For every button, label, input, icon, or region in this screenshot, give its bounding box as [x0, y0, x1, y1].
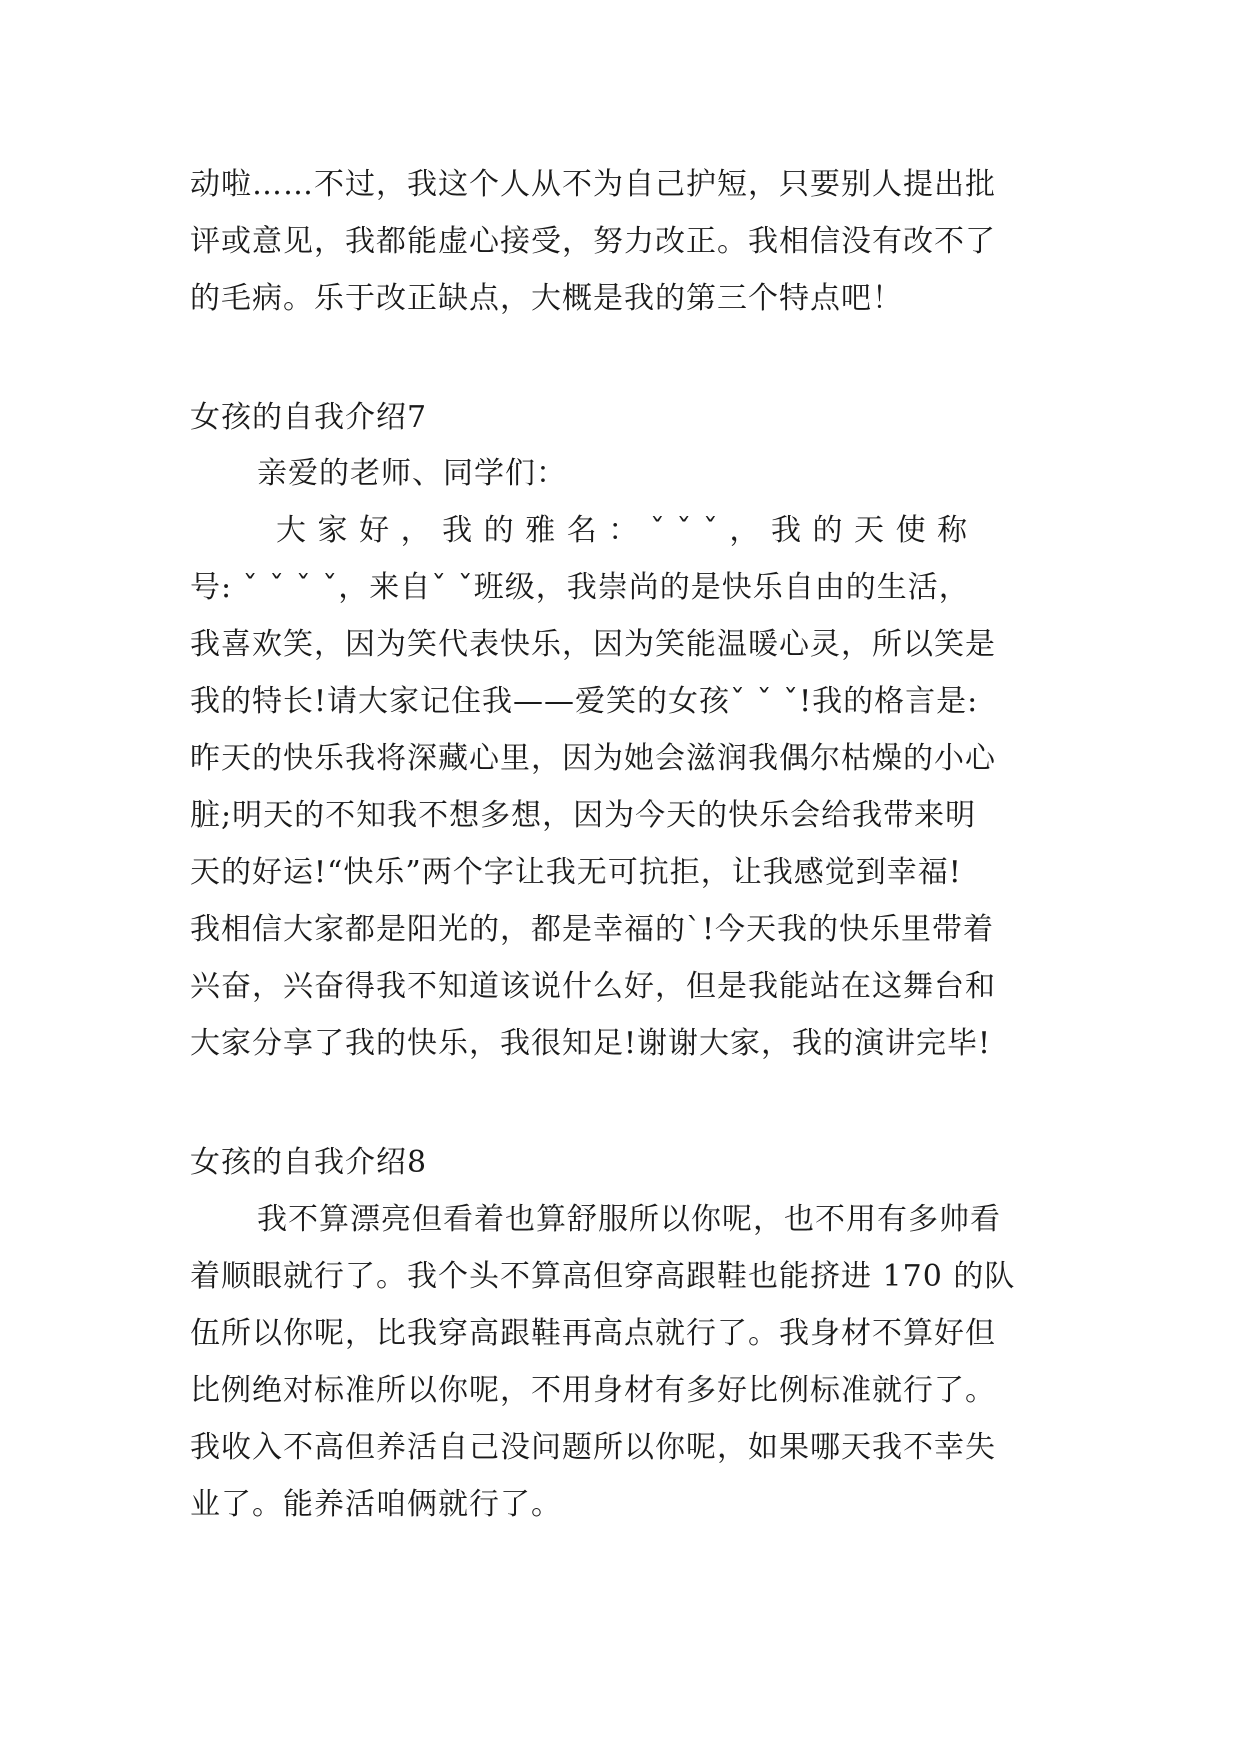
paragraph-line: 号: ˇ ˇ ˇ ˇ，来自ˇ ˇ班级，我崇尚的是快乐自由的生活， [190, 570, 970, 605]
paragraph-line: 的毛病。乐于改正缺点，大概是我的第三个特点吧！ [190, 281, 903, 316]
paragraph-line: 比例绝对标准所以你呢，不用身材有多好比例标准就行了。 [190, 1373, 996, 1408]
section-heading: 女孩的自我介绍7 [190, 400, 428, 435]
paragraph-line: 大家分享了我的快乐，我很知足!谢谢大家，我的演讲完毕! [190, 1026, 992, 1061]
paragraph-line: 伍所以你呢，比我穿高跟鞋再高点就行了。我身材不算好但 [190, 1316, 996, 1351]
paragraph-line: 大 家 好 ， 我 的 雅 名 ： ˇ ˇ ˇ ， 我 的 天 使 称 [276, 513, 969, 548]
section-heading: 女孩的自我介绍8 [190, 1145, 428, 1180]
paragraph-line: 我的特长!请大家记住我——爱笑的女孩ˇ ˇ ˇ!我的格言是: [190, 684, 979, 719]
paragraph-line: 动啦……不过，我这个人从不为自己护短，只要别人提出批 [190, 167, 996, 202]
paragraph-line: 我相信大家都是阳光的，都是幸福的`!今天我的快乐里带着 [190, 912, 995, 947]
paragraph-line: 业了。能养活咱俩就行了。 [190, 1487, 562, 1522]
paragraph-line: 昨天的快乐我将深藏心里，因为她会滋润我偶尔枯燥的小心 [190, 741, 996, 776]
paragraph-line: 评或意见，我都能虚心接受，努力改正。我相信没有改不了 [190, 224, 996, 259]
paragraph-line: 脏;明天的不知我不想多想，因为今天的快乐会给我带来明 [190, 798, 977, 833]
paragraph-line: 我喜欢笑，因为笑代表快乐，因为笑能温暖心灵，所以笑是 [190, 627, 996, 662]
paragraph-line: 着顺眼就行了。我个头不算高但穿高跟鞋也能挤进 170 的队 [190, 1259, 1016, 1294]
paragraph-line: 我不算漂亮但看着也算舒服所以你呢，也不用有多帅看 [257, 1202, 1001, 1237]
greeting-line: 亲爱的老师、同学们： [257, 456, 567, 491]
paragraph-line: 天的好运!“快乐”两个字让我无可抗拒，让我感觉到幸福! [190, 855, 962, 890]
paragraph-line: 兴奋，兴奋得我不知道该说什么好，但是我能站在这舞台和 [190, 969, 996, 1004]
paragraph-line: 我收入不高但养活自己没问题所以你呢，如果哪天我不幸失 [190, 1430, 996, 1465]
